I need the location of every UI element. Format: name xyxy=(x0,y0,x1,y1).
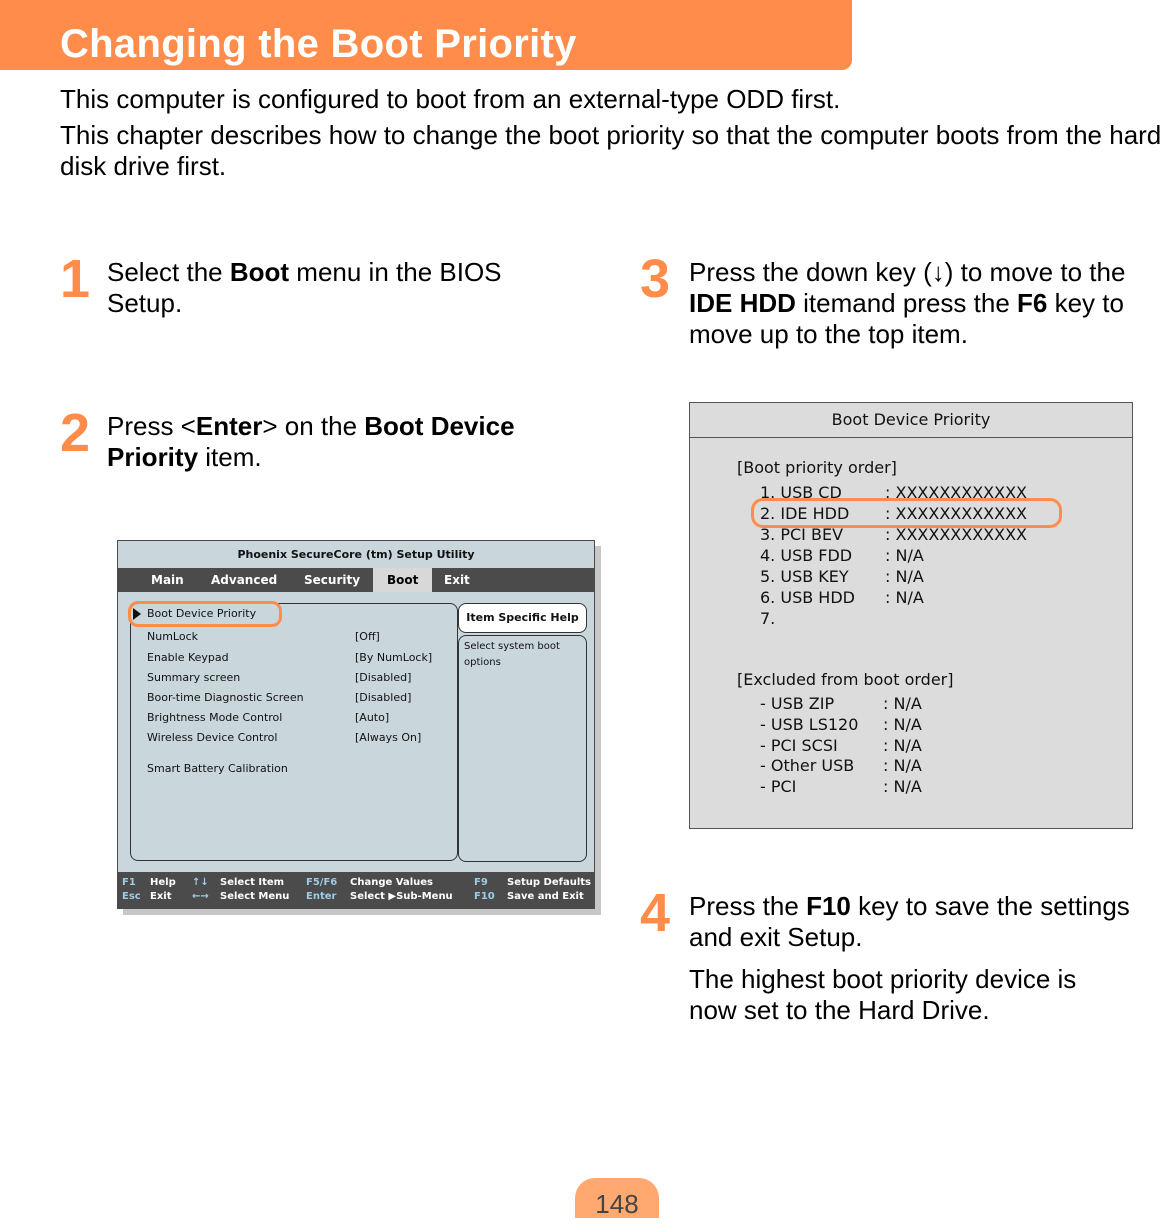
intro-line-2: This chapter describes how to change the boot priority so that the computer boots from the hard disk drive first. xyxy=(60,120,1162,181)
footer-key-f9: F9 xyxy=(474,877,488,888)
bios-title: Phoenix SecureCore (tm) Setup Utility xyxy=(237,548,475,561)
intro-line-1: This computer is configured to boot from an external-type ODD first. xyxy=(60,84,841,114)
footer-action-select-item: Select Item xyxy=(220,877,285,888)
bios-value-numlock[interactable]: [Off] xyxy=(355,630,380,643)
boot-order-item[interactable]: 4. USB FDD xyxy=(760,546,853,565)
excluded-value: : N/A xyxy=(883,736,922,755)
page-title: Changing the Boot Priority xyxy=(60,22,577,66)
boot-order-item[interactable]: 5. USB KEY xyxy=(760,567,849,586)
bios-value-brightness-mode[interactable]: [Auto] xyxy=(355,711,390,724)
excluded-item[interactable]: - Other USB xyxy=(760,756,855,775)
boot-order-value: : N/A xyxy=(885,588,924,607)
excluded-item[interactable]: - PCI SCSI xyxy=(760,736,838,755)
boot-order-item[interactable]: 6. USB HDD xyxy=(760,588,855,607)
step-3-text: Press the down key (↓) to move to the IDE HDD itemand press the F6 key to move up to the top item. xyxy=(689,257,1126,349)
step-3-number: 3 xyxy=(640,249,671,309)
bios-help-title: Item Specific Help xyxy=(458,603,587,633)
page-number: 148 xyxy=(575,1178,659,1218)
bios-value-enable-keypad[interactable]: [By NumLock] xyxy=(355,651,433,664)
excluded-value: : N/A xyxy=(883,715,922,734)
bios-tab-boot[interactable]: Boot xyxy=(373,568,432,592)
excluded-value: : N/A xyxy=(883,756,922,775)
step-4-note: The highest boot priority device is now set to the Hard Drive. xyxy=(689,964,1077,1025)
footer-key-f1: F1 xyxy=(122,877,136,888)
bios-menu-bar xyxy=(118,568,594,592)
boot-order-heading: [Boot priority order] xyxy=(737,458,897,477)
boot-order-item[interactable]: 3. PCI BEV xyxy=(760,525,844,544)
boot-order-value: : XXXXXXXXXXXX xyxy=(885,525,1028,544)
boot-screen-title: Boot Device Priority xyxy=(690,403,1132,438)
step-4-text: Press the F10 key to save the settings and exit Setup. xyxy=(689,891,1130,952)
step-1-number: 1 xyxy=(60,249,91,309)
bios-help-text: Select system boot options xyxy=(464,641,560,668)
bios-item-wireless-device[interactable]: Wireless Device Control xyxy=(147,731,278,744)
footer-key-f10: F10 xyxy=(474,891,495,902)
footer-key-f5f6: F5/F6 xyxy=(306,877,338,888)
footer-action-help: Help xyxy=(150,877,176,888)
bios-tab-main[interactable]: Main xyxy=(151,573,184,587)
bios-footer xyxy=(118,872,594,908)
excluded-item[interactable]: - USB LS120 xyxy=(760,715,859,734)
bios-tab-advanced[interactable]: Advanced xyxy=(211,573,278,587)
bios-value-diagnostic-screen[interactable]: [Disabled] xyxy=(355,691,412,704)
bios-value-summary-screen[interactable]: [Disabled] xyxy=(355,671,412,684)
boot-priority-screenshot xyxy=(689,402,1133,829)
bios-item-brightness-mode[interactable]: Brightness Mode Control xyxy=(147,711,283,724)
footer-action-select-menu: Select Menu xyxy=(220,891,290,902)
bios-item-diagnostic-screen[interactable]: Boor-time Diagnostic Screen xyxy=(147,691,304,704)
step-1-text: Select the Boot menu in the BIOS Setup. xyxy=(107,257,502,318)
footer-action-save-exit: Save and Exit xyxy=(507,891,584,902)
excluded-item[interactable]: - PCI xyxy=(760,777,797,796)
footer-key-esc: Esc xyxy=(122,891,141,902)
boot-order-item-ide-hdd[interactable]: 2. IDE HDD xyxy=(760,504,850,523)
bios-tab-security[interactable]: Security xyxy=(304,573,361,587)
bios-item-boot-device-priority[interactable]: Boot Device Priority xyxy=(147,607,257,620)
step-2-number: 2 xyxy=(60,403,91,463)
boot-order-item[interactable]: 7. xyxy=(760,609,776,628)
footer-key-leftright: ←→ xyxy=(192,891,209,902)
footer-key-updown: ↑↓ xyxy=(192,877,209,888)
excluded-item[interactable]: - USB ZIP xyxy=(760,694,835,713)
highlight-oval xyxy=(751,498,1062,528)
highlight-oval xyxy=(128,601,282,627)
bios-item-enable-keypad[interactable]: Enable Keypad xyxy=(147,651,229,664)
bios-value-wireless-device[interactable]: [Always On] xyxy=(355,731,422,744)
bios-tab-exit[interactable]: Exit xyxy=(444,573,470,587)
excluded-value: : N/A xyxy=(883,694,922,713)
boot-order-item[interactable]: 1. USB CD xyxy=(760,483,842,502)
boot-order-value: : XXXXXXXXXXXX xyxy=(885,483,1028,502)
boot-order-value: : N/A xyxy=(885,546,924,565)
bios-item-summary-screen[interactable]: Summary screen xyxy=(147,671,241,684)
step-2-text: Press <Enter> on the Boot Device Priority item. xyxy=(107,411,515,472)
footer-action-setup-defaults: Setup Defaults xyxy=(507,877,591,888)
footer-key-enter: Enter xyxy=(306,891,337,902)
footer-action-exit: Exit xyxy=(150,891,172,902)
excluded-heading: [Excluded from boot order] xyxy=(737,670,954,689)
excluded-value: : N/A xyxy=(883,777,922,796)
boot-order-value: : XXXXXXXXXXXX xyxy=(885,504,1028,523)
bios-item-smart-battery[interactable]: Smart Battery Calibration xyxy=(147,762,288,775)
boot-order-value: : N/A xyxy=(885,567,924,586)
bios-item-numlock[interactable]: NumLock xyxy=(147,630,198,643)
bios-setup-screenshot xyxy=(117,540,595,909)
step-4-number: 4 xyxy=(640,883,671,943)
footer-action-change-values: Change Values xyxy=(350,877,433,888)
footer-action-select-submenu: Select ▶Sub-Menu xyxy=(350,891,453,902)
